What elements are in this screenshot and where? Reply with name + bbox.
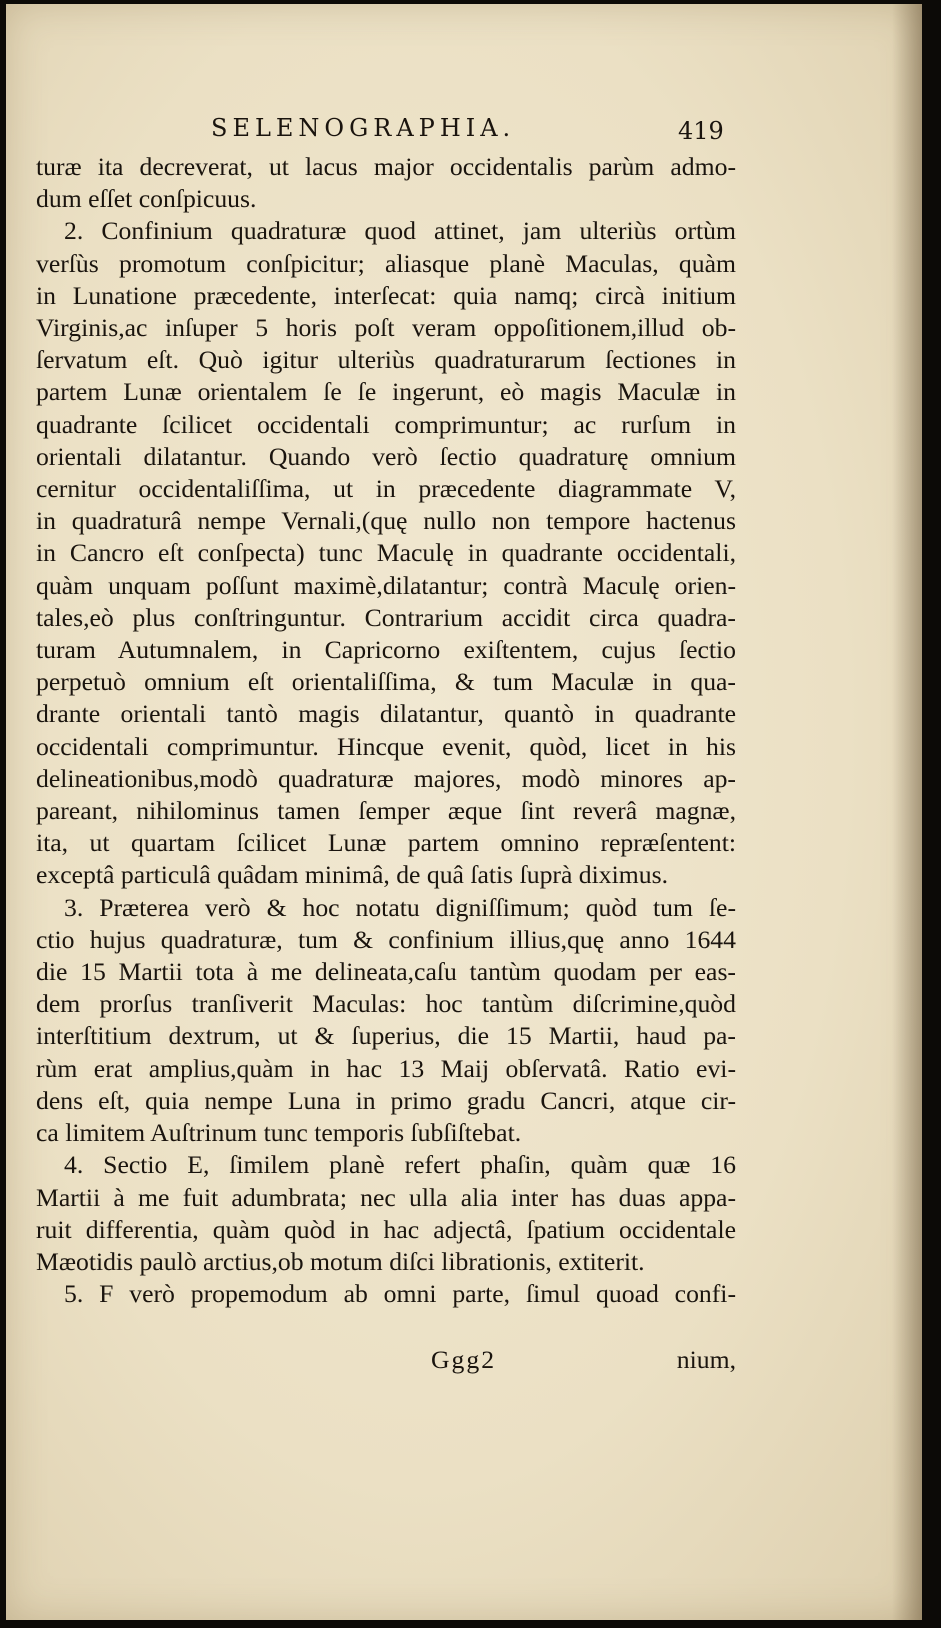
- text-line: Martii à me fuit adumbrata; nec ulla alia inter has duas appa-: [36, 1182, 736, 1212]
- page-number: 419: [678, 117, 724, 145]
- text-line: perpetuò omnium eſt orientaliſſima, & tum Maculæ in qua-: [36, 667, 736, 697]
- text-line: quàm unquam poſſunt maximè,dilatantur; contrà Maculę orien-: [36, 570, 736, 600]
- text-line: dem prorſus tranſiverit Maculas: hoc tantùm diſcrimine,quòd: [36, 989, 736, 1019]
- text-line: orientali dilatantur. Quando verò ſectio quadraturę omnium: [36, 441, 736, 471]
- text-line: pareant, nihilominus tamen ſemper æque ſint reverâ magnæ,: [36, 796, 736, 826]
- text-line: interſtitium dextrum, ut & ſuperius, die 15 Martii, haud pa-: [36, 1021, 736, 1051]
- text-line: partem Lunæ orientalem ſe ſe ingerunt, eò magis Maculæ in: [36, 377, 736, 407]
- text-line: cernitur occidentaliſſima, ut in præcedente diagrammate V,: [36, 474, 736, 504]
- running-title: SELENOGRAPHIA.: [211, 114, 516, 142]
- text-line: ruit differentia, quàm quòd in hac adjectâ, ſpatium occidentale: [36, 1214, 736, 1244]
- catchword: nium,: [676, 1345, 736, 1374]
- text-line: tales,eò plus conſtringuntur. Contrarium accidit circa quadra-: [36, 602, 736, 632]
- text-line: rùm erat amplius,quàm in hac 13 Maij obſervatâ. Ratio evi-: [36, 1053, 736, 1083]
- page-footer: [36, 1345, 736, 1379]
- text-line: dum eſſet conſpicuus.: [36, 184, 257, 214]
- text-line: occidentali comprimuntur. Hincque evenit, quòd, licet in his: [36, 731, 736, 761]
- text-line: verſùs promotum conſpicitur; aliasque planè Maculas, quàm: [36, 248, 736, 278]
- text-line: die 15 Martii tota à me delineata,caſu tantùm quodam per eas-: [36, 957, 736, 987]
- text-line: 3. Præterea verò & hoc notatu digniſſimum; quòd tum ſe-: [64, 892, 736, 922]
- text-line: dens eſt, quia nempe Luna in primo gradu Cancri, atque cir-: [36, 1085, 736, 1115]
- page-edge-shadow: [892, 4, 922, 1620]
- body-text: [36, 151, 736, 1310]
- text-line: in Lunatione præcedente, interſecat: quia namq; circà initium: [36, 280, 736, 310]
- text-line: drante orientali tantò magis dilatantur, quantò in quadrante: [36, 699, 736, 729]
- text-line: ctio hujus quadraturæ, tum & confinium illius,quę anno 1644: [36, 924, 736, 954]
- text-line: exceptâ particulâ quâdam minimâ, de quâ ſatis ſuprà diximus.: [36, 860, 669, 890]
- text-line: Virginis,ac inſuper 5 horis poſt veram oppoſitionem,illud ob-: [36, 313, 736, 343]
- text-line: turam Autumnalem, in Capricorno exiſtentem, cujus ſectio: [36, 635, 736, 665]
- signature-mark: Ggg2: [431, 1345, 497, 1374]
- text-line: ca limitem Auſtrinum tunc temporis ſubſiſtebat.: [36, 1118, 522, 1148]
- text-line: quadrante ſcilicet occidentali comprimuntur; ac rurſum in: [36, 409, 736, 439]
- book-page: [6, 4, 922, 1620]
- text-line: turæ ita decreverat, ut lacus major occidentalis parùm admo-: [36, 152, 736, 181]
- text-line: 4. Sectio E, ſimilem planè refert phaſin, quàm quæ 16: [64, 1150, 736, 1180]
- text-line: Mæotidis paulò arctius,ob motum diſci librationis, extiterit.: [36, 1246, 645, 1276]
- text-line: in quadraturâ nempe Vernali,(quę nullo non tempore hactenus: [36, 506, 736, 536]
- text-line: 5. F verò propemodum ab omni parte, ſimul quoad confi-: [64, 1279, 736, 1309]
- text-line: 2. Confinium quadraturæ quod attinet, jam ulteriùs ortùm: [64, 216, 736, 246]
- text-line: ita, ut quartam ſcilicet Lunæ partem omnino repræſentent:: [36, 828, 736, 858]
- text-line: delineationibus,modò quadraturæ majores, modò minores ap-: [36, 763, 736, 793]
- text-line: ſervatum eſt. Quò igitur ulteriùs quadraturarum ſectiones in: [36, 345, 736, 375]
- text-line: in Cancro eſt conſpecta) tunc Maculę in quadrante occidentali,: [36, 538, 736, 568]
